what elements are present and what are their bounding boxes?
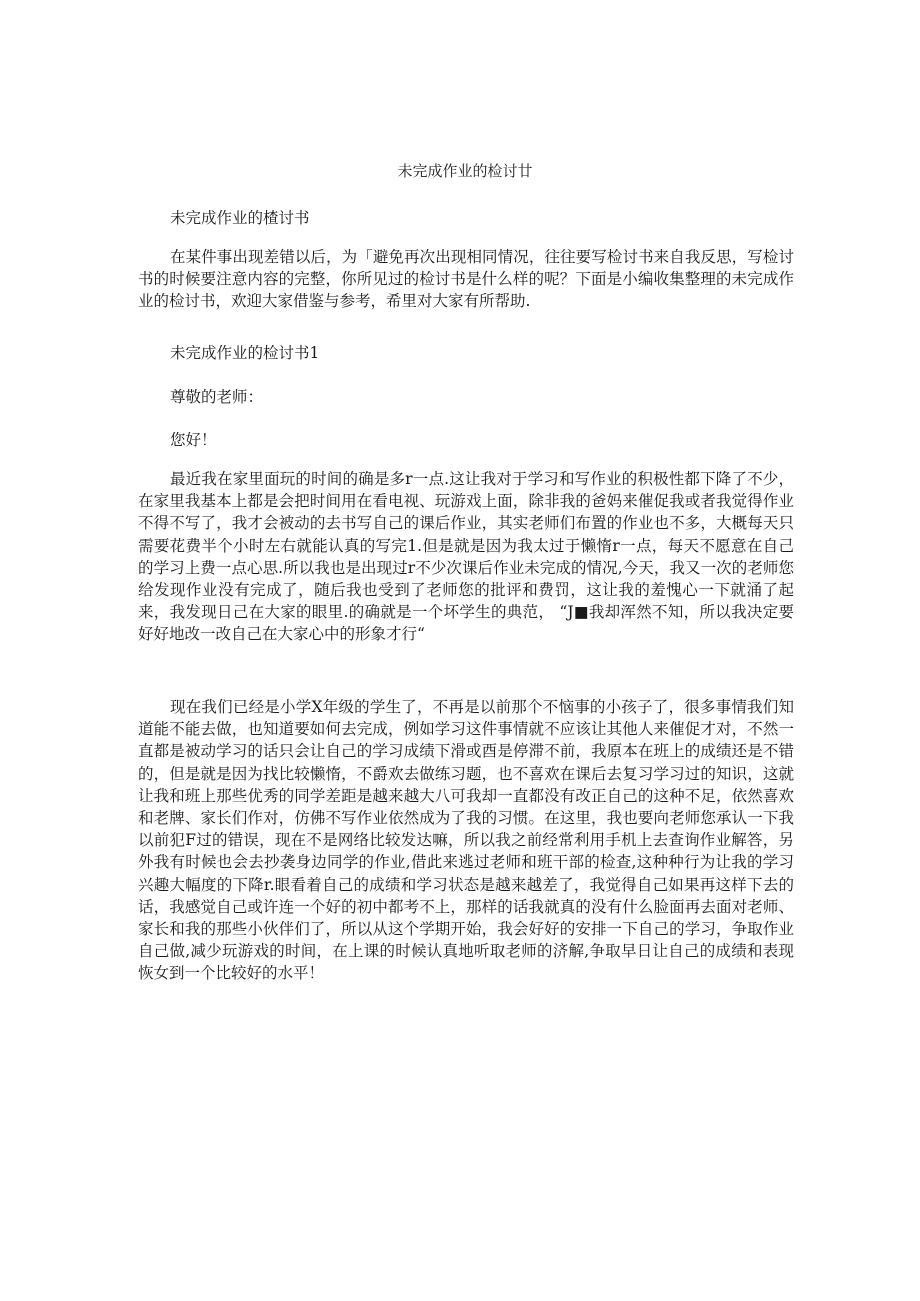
body-paragraph-2: 现在我们已经是小学X年级的学生了，不再是以前那个不恼事的小孩子了，很多事情我们知道能不能去做，也知道要如何去完成，例如学习这件事情就不应该让其他人来催促才对，不然一直都是被动学习的话只会让自己的学习成绩下滑或酉是停滞不前，我原本在班上的成绩还是不错的，但是就是因为找比较懒惰，不爵欢去做练习题，也不喜欢在课后去复习学习过的知识，这就让我和班上那些优秀的同学差距是越来越大八可我却一直都没有改正自己的这种不足，依然喜欢和老牌、家长们作对，仿佛不写作业依然成为了我的习惯。在这里，我也要向老师您承认一下我以前犯F过的错误，现在不是网络比较发达嘛，所以我之前经常利用手机上去查询作业解答，另外我有时候也会去抄袭身边同学的作业,借此来逃过老师和班干部的检查,这种种行为让我的学习兴趣大幅度的下降r.眼看着自己的成绩和学习状态是越来越差了，我觉得自己如果再这样下去的话，我感觉自己或许连一个好的初中都考不上，那样的话我就真的没有什么脸面再去面对老师、家长和我的那些小伙伴们了，所以从这个学期开始，我会好好的安排一下自己的学习，争取作业自己做,减少玩游戏的时间，在上课的时候认真地听取老师的济解,争取早日让自己的成绩和表现恢女到一个比较好的水平！ [138,698,794,983]
body-paragraph-1: 最近我在家里面玩的时间的确是多r一点.这让我对于学习和写作业的积极性都下降了不少，在家里我基本上都是会把时间用在看电视、玩游戏上面，除非我的爸妈来催促我或者我觉得作业不得不写了，我才会被动的去书写自己的课后作业，其实老师们布置的作业也不多，大概每天只需要花费半个小时左右就能认真的写完1.但是就是因为我太过于懒惰r一点，每天不愿意在自己的学习上费一点心思.所以我也是出现过r不少次课后作业未完成的情况,今天，我又一次的老师您给发现作业没有完成了，随后我也受到了老师您的批评和费罚，这让我的羞愧心一下就涌了起来，我发现日己在大家的眼里.的确就是一个坏学生的典范， “J■我却浑然不知，所以我决定要好好地改一改自己在大家心中的形象才行“ [138,470,794,644]
salutation: 尊敬的老师： [170,388,264,406]
section-heading: 未完成作业的检讨书1 [170,344,320,362]
greeting: 您好！ [170,431,217,449]
document-subtitle: 未完成作业的楂讨书 [170,209,310,227]
document-title: 未完成作业的检讨廿 [397,162,533,180]
intro-paragraph: 在某件事出现差错以后，为「避免再次出现相同情况，往往要写检讨书来自我反思，写检讨书的时候要注意内容的完整，你所见过的检讨书是什么样的呢？下面是小编收集整理的未完成作业的检讨书，欢迎大家借鉴与参考，希里对大家有所帮助. [138,248,794,311]
